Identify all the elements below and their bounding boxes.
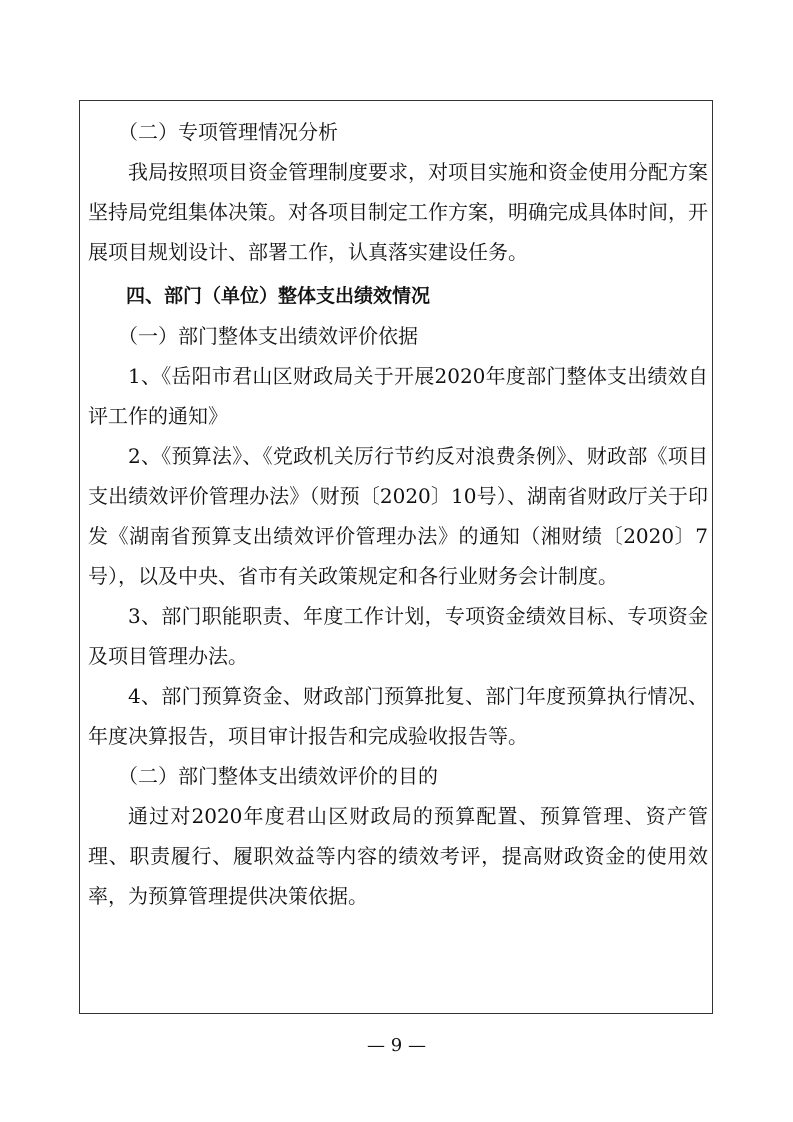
- basis-item-4: 4、部门预算资金、财政部门预算批复、部门年度预算执行情况、年度决算报告，项目审计报告和完成验收报告等。: [88, 684, 708, 748]
- paragraph-evaluation-purpose: 通过对2020年度君山区财政局的预算配置、预算管理、资产管理、职责履行、履职效益等内容的绩效考评，提高财政资金的使用效率，为预算管理提供决策依据。: [88, 804, 708, 908]
- subsection-heading-evaluation-basis: （一）部门整体支出绩效评价依据: [118, 324, 418, 348]
- basis-item-3: 3、部门职能职责、年度工作计划，专项资金绩效目标、专项资金及项目管理办法。: [88, 604, 708, 668]
- section-heading-overall-performance: 四、部门（单位）整体支出绩效情况: [126, 285, 431, 307]
- page-number: — 9 —: [367, 1035, 426, 1056]
- subsection-heading-special-management: （二）专项管理情况分析: [118, 120, 338, 144]
- basis-item-1: 1、《岳阳市君山区财政局关于开展2020年度部门整体支出绩效自评工作的通知》: [88, 364, 708, 428]
- basis-item-2: 2、《预算法》、《党政机关厉行节约反对浪费条例》、财政部《项目支出绩效评价管理办法》（财预〔2020〕10号）、湖南省财政厅关于印发《湖南省预算支出绩效评价管理办法》的通知（湘财绩〔2020〕7号），以及中央、省市有关政策规定和各行业财务会计制度。: [88, 444, 708, 588]
- paragraph-special-management: 我局按照项目资金管理制度要求，对项目实施和资金使用分配方案坚持局党组集体决策。对各项目制定工作方案，明确完成具体时间，开展项目规划设计、部署工作，认真落实建设任务。: [88, 160, 708, 264]
- subsection-heading-evaluation-purpose: （二）部门整体支出绩效评价的目的: [118, 764, 438, 788]
- document-body: [88, 112, 708, 916]
